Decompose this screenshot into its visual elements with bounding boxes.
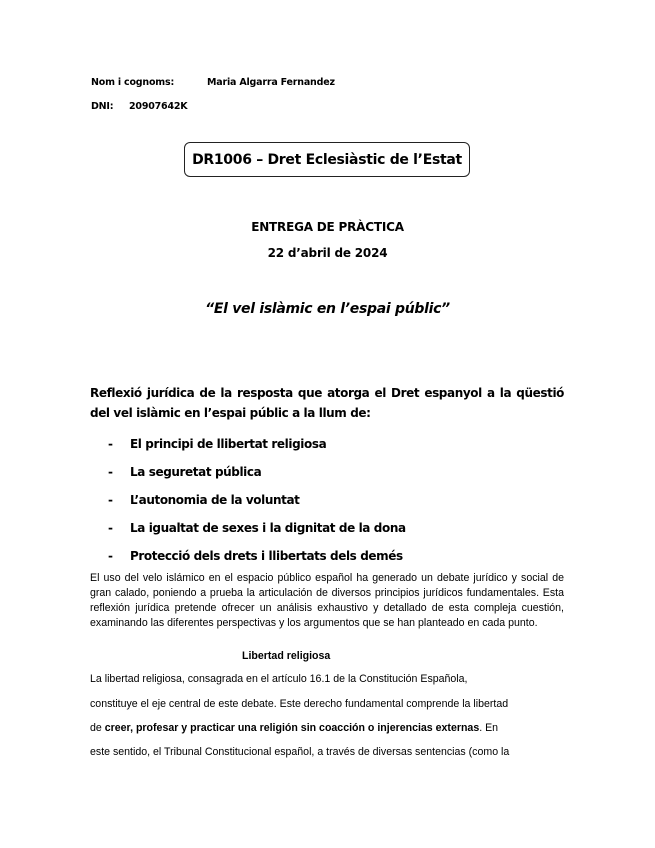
paper-title: “El vel islàmic en l’espai públic”: [205, 301, 450, 317]
list-item: [108, 458, 406, 486]
list-item: [108, 514, 406, 542]
course-title-box: [184, 142, 470, 177]
body-line-1: La libertad religiosa, consagrada en el artículo 16.1 de la Constitución Española,: [90, 673, 468, 685]
bullet-dash: -: [108, 493, 113, 507]
name-label: Nom i cognoms:: [91, 77, 175, 88]
bullet-dash: -: [108, 465, 113, 479]
list-item-text: L’autonomia de la voluntat: [130, 493, 300, 507]
section-heading: Libertad religiosa: [242, 650, 331, 662]
list-item-text: Protecció dels drets i llibertats dels demés: [130, 549, 403, 563]
body-line-3-end: . En: [479, 722, 499, 734]
principles-list: [108, 430, 406, 570]
intro-paragraph: El uso del velo islámico en el espacio público español ha generado un debate jurídico y social de gran calado, poniendo a prueba la articulación de diversos principios jurídicos fundamentales. Esta reflexión jurídica pretende ofrecer un análisis exhaustivo y detallado de esta compleja cuestión, examinando las diferentes perspectivas y los argumentos que se han planteado en cada punto.: [90, 572, 564, 629]
body-line-3: [90, 722, 564, 734]
bullet-dash: -: [108, 549, 113, 563]
delivery-label: ENTREGA DE PRÀCTICA: [251, 220, 404, 234]
body-line-4: este sentido, el Tribunal Constitucional español, a través de diversas sentencias (como la: [90, 746, 510, 758]
bullet-dash: -: [108, 437, 113, 451]
course-title: DR1006 – Dret Eclesiàstic de l’Estat: [192, 151, 462, 168]
list-item-text: La igualtat de sexes i la dignitat de la dona: [130, 521, 406, 535]
body-line-3-start: de: [90, 722, 105, 734]
intro-text: Reflexió jurídica de la resposta que atorga el Dret espanyol a la qüestió del vel islàmic en l’espai públic a la llum de:: [90, 386, 564, 420]
list-item: [108, 486, 406, 514]
list-item: [108, 430, 406, 458]
body-line-2: constituye el eje central de este debate. Este derecho fundamental comprende la libertad: [90, 698, 509, 710]
delivery-date: 22 d’abril de 2024: [267, 246, 388, 260]
bullet-dash: -: [108, 521, 113, 535]
list-item-text: La seguretat pública: [130, 465, 262, 479]
dni-value: 20907642K: [129, 101, 188, 112]
dni-label: DNI:: [91, 101, 114, 112]
list-item: [108, 542, 406, 570]
list-item-text: El principi de llibertat religiosa: [130, 437, 327, 451]
name-value: Maria Algarra Fernandez: [207, 77, 335, 88]
body-line-3-emphasis: creer, profesar y practicar una religión sin coacción o injerencias externas: [104, 722, 480, 734]
